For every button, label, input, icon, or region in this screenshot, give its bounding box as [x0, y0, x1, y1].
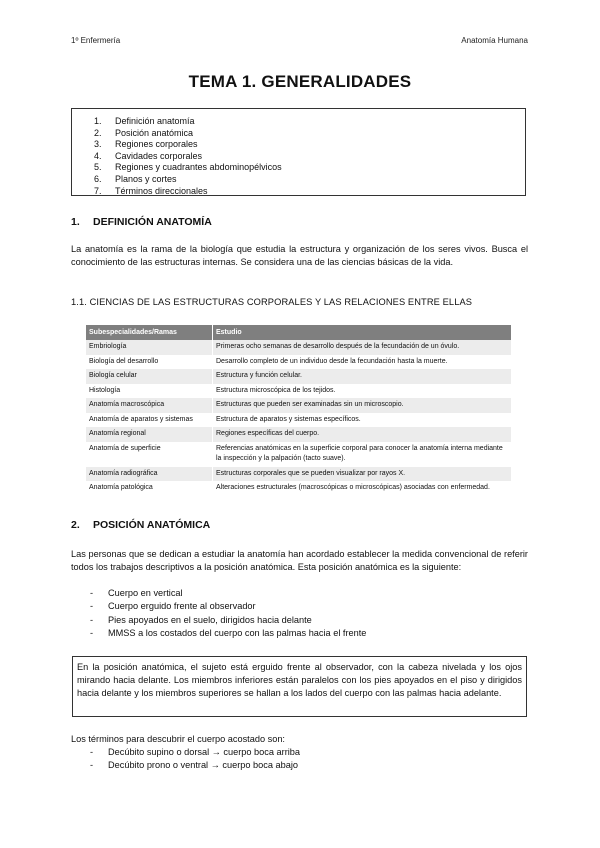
table-cell: Primeras ocho semanas de desarrollo después de la fecundación de un óvulo.: [213, 340, 512, 355]
table-cell: Anatomía macroscópica: [86, 398, 213, 413]
toc-item: [94, 151, 282, 163]
table-of-contents: [71, 108, 526, 196]
list-item: - Pies apoyados en el suelo, dirigidos hacia delante: [90, 614, 312, 625]
list-item-text: Decúbito supino o dorsal → cuerpo boca arriba: [108, 747, 301, 757]
table-cell: Biología del desarrollo: [86, 355, 213, 370]
table-cell: Referencias anatómicas en la superficie corporal para conocer la anatomía interna mediante la inspección y la palpación (tacto suave).: [213, 442, 512, 467]
list-item: - Decúbito supino o dorsal → cuerpo boca arriba: [90, 747, 301, 757]
toc-number: 3.: [94, 139, 102, 150]
subspecialties-table: [86, 325, 512, 496]
anatomical-position-box: [72, 656, 527, 717]
list-item: - Cuerpo en vertical: [90, 588, 183, 598]
lying-bullet-list: [90, 746, 300, 773]
section-heading-posicion: [71, 519, 210, 531]
toc-item: [94, 186, 282, 198]
list-item-text: MMSS a los costados del cuerpo con las palmas hacia el frente: [108, 628, 367, 639]
table-cell: Anatomía radiográfica: [86, 467, 213, 482]
table-header-row: [86, 325, 512, 340]
box-text: En la posición anatómica, el sujeto está erguido frente al observador, con la cabeza nivelada y los ojos mirando hacia delante. Los miembros inferiores están paralelos con los pies apoyados en el piso y dirigidos hacia delante y los miembros superiores se hallan a los lados del cuerpo con las palmas hacia adelante.: [77, 662, 522, 698]
toc-number: 4.: [94, 150, 102, 161]
table-row: [86, 481, 512, 496]
table-cell: Embriología: [86, 340, 213, 355]
table-row: [86, 427, 512, 442]
lying-terms-intro: Los términos para descubrir el cuerpo acostado son:: [71, 734, 285, 744]
toc-label: Términos direccionales: [115, 185, 208, 196]
table-row: [86, 467, 512, 482]
table-cell: Regiones específicas del cuerpo.: [213, 427, 512, 442]
table-cell: Estructuras corporales que se pueden visualizar por rayos X.: [213, 467, 512, 482]
section-title: DEFINICIÓN ANATOMÍA: [93, 216, 212, 228]
table-cell: Biología celular: [86, 369, 213, 384]
list-item: - Cuerpo erguido frente al observador: [90, 601, 256, 612]
table-cell: Anatomía de superficie: [86, 442, 213, 467]
table-row: [86, 384, 512, 399]
column-header: Subespecialidades/Ramas: [86, 325, 213, 340]
toc-item: [94, 116, 282, 128]
toc-item: [94, 128, 282, 140]
table-cell: Estructura y función celular.: [213, 369, 512, 384]
position-paragraph: Las personas que se dedican a estudiar la anatomía han acordado establecer la medida convencional de referir todos los trabajos descriptivos a la posición anatómica. Esta posición anatómica es la siguiente:: [71, 549, 528, 572]
table-cell: Estructura de aparatos y sistemas específicos.: [213, 413, 512, 428]
header-course: 1º Enfermería: [71, 36, 121, 45]
table-cell: Histología: [86, 384, 213, 399]
table-cell: Anatomía regional: [86, 427, 213, 442]
section-heading-definicion: [71, 216, 212, 228]
toc-label: Posición anatómica: [115, 127, 194, 138]
table-cell: Anatomía de aparatos y sistemas: [86, 413, 213, 428]
toc-number: 7.: [94, 185, 102, 196]
section-title: POSICIÓN ANATÓMICA: [93, 519, 211, 531]
toc-list: [94, 116, 282, 197]
list-item: - MMSS a los costados del cuerpo con las palmas hacia el frente: [90, 628, 367, 639]
table-row: [86, 442, 512, 467]
toc-label: Regiones corporales: [115, 139, 198, 150]
toc-item: [94, 139, 282, 151]
table-cell: Estructura microscópica de los tejidos.: [213, 384, 512, 399]
definition-paragraph: La anatomía es la rama de la biología que estudia la estructura y organización de los seres vivos. Busca el conocimiento de las estructuras internas. Se considera una de las ciencias básicas de la vida.: [71, 244, 528, 267]
subsection-heading: 1.1. CIENCIAS DE LAS ESTRUCTURAS CORPORALES Y LAS RELACIONES ENTRE ELLAS: [71, 297, 473, 307]
toc-item: [94, 174, 282, 186]
column-header: Estudio: [213, 325, 512, 340]
toc-label: Regiones y cuadrantes abdominopélvicos: [115, 162, 282, 173]
toc-label: Cavidades corporales: [115, 150, 203, 161]
toc-number: 6.: [94, 173, 102, 184]
toc-label: Planos y cortes: [115, 173, 177, 184]
list-item: - Decúbito prono o ventral → cuerpo boca abajo: [90, 760, 298, 771]
list-item-text: Decúbito prono o ventral → cuerpo boca abajo: [108, 760, 298, 771]
list-item-text: Cuerpo en vertical: [108, 588, 183, 598]
toc-number: 2.: [94, 127, 102, 138]
list-item-text: Pies apoyados en el suelo, dirigidos hacia delante: [108, 614, 312, 625]
table-cell: Estructuras que pueden ser examinadas sin un microscopio.: [213, 398, 512, 413]
position-bullet-list: [90, 587, 366, 641]
toc-item: [94, 162, 282, 174]
list-item-text: Cuerpo erguido frente al observador: [108, 601, 256, 612]
table-row: [86, 355, 512, 370]
toc-label: Definición anatomía: [115, 116, 195, 126]
table-cell: Alteraciones estructurales (macroscópicas o microscópicas) asociadas con enfermedad.: [213, 481, 512, 496]
table-row: [86, 340, 512, 355]
section-number: 2.: [71, 519, 80, 531]
table-row: [86, 413, 512, 428]
header-subject: Anatomía Humana: [461, 36, 528, 45]
page-title: TEMA 1. GENERALIDADES: [188, 72, 412, 91]
toc-number: 5.: [94, 162, 102, 173]
table-row: [86, 369, 512, 384]
toc-number: 1.: [94, 116, 102, 126]
section-number: 1.: [71, 216, 80, 228]
table-row: [86, 398, 512, 413]
table-cell: Desarrollo completo de un individuo desde la fecundación hasta la muerte.: [213, 355, 512, 370]
table-cell: Anatomía patológica: [86, 481, 213, 496]
